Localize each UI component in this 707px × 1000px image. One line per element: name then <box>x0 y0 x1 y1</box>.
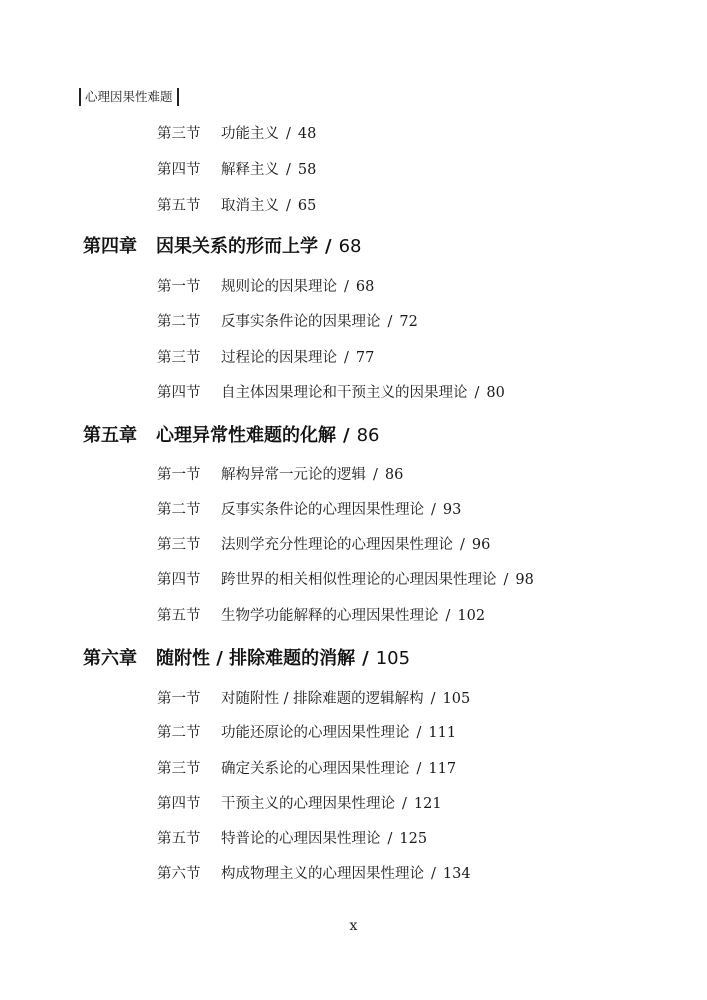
entry-separator: / <box>387 314 393 330</box>
entry-separator: / <box>373 467 378 483</box>
toc-section-entry <box>157 122 316 143</box>
toc-section-entry <box>157 498 461 519</box>
entry-separator: / <box>286 198 291 214</box>
entry-title: 构成物理主义的心理因果性理论 <box>221 866 424 882</box>
entry-number: 第三节 <box>157 761 201 777</box>
entry-title: 对随附性 / 排除难题的逻辑解构 <box>221 691 424 707</box>
entry-page-number: 102 <box>457 608 486 624</box>
entry-number: 第四节 <box>157 796 201 812</box>
entry-title: 过程论的因果理论 <box>221 350 337 366</box>
toc-chapter-entry <box>83 644 410 670</box>
entry-separator: / <box>325 236 332 257</box>
entry-separator: / <box>460 537 465 553</box>
entry-page-number: 134 <box>442 866 471 882</box>
entry-separator: / <box>474 385 480 401</box>
entry-separator: / <box>362 648 369 669</box>
entry-title: 心理异常性难题的化解 <box>156 425 336 446</box>
toc-section-entry <box>157 381 505 402</box>
toc-section-entry <box>157 568 534 589</box>
entry-page-number: 121 <box>413 796 442 812</box>
entry-page-number: 65 <box>297 198 317 214</box>
entry-title: 功能还原论的心理因果性理论 <box>221 725 410 741</box>
entry-page-number: 98 <box>515 572 534 588</box>
entry-page-number: 105 <box>375 648 411 669</box>
entry-page-number: 77 <box>355 350 375 366</box>
entry-number: 第六节 <box>157 866 201 882</box>
entry-title: 规则论的因果理论 <box>221 279 337 295</box>
entry-number: 第二节 <box>157 502 201 518</box>
toc-section-entry <box>157 194 316 215</box>
entry-separator: / <box>402 796 407 812</box>
entry-separator: / <box>344 350 349 366</box>
toc-section-entry <box>157 533 490 554</box>
entry-page-number: 68 <box>355 279 375 295</box>
entry-title: 取消主义 <box>221 198 279 214</box>
entry-page-number: 93 <box>442 502 462 518</box>
entry-separator: / <box>430 691 436 707</box>
entry-separator: / <box>286 162 291 178</box>
toc-section-entry <box>157 827 427 848</box>
entry-number: 第五节 <box>157 831 201 847</box>
toc-section-entry <box>157 463 403 484</box>
entry-number: 第五章 <box>83 425 137 446</box>
entry-number: 第六章 <box>83 648 137 669</box>
entry-number: 第一节 <box>157 467 201 483</box>
entry-page-number: 68 <box>338 236 362 257</box>
entry-number: 第三节 <box>157 126 201 142</box>
entry-number: 第四章 <box>83 236 137 257</box>
entry-page-number: 117 <box>428 761 457 777</box>
entry-title: 干预主义的心理因果性理论 <box>221 796 395 812</box>
entry-separator: / <box>503 572 509 588</box>
entry-separator: / <box>416 761 422 777</box>
entry-separator: / <box>416 725 422 741</box>
entry-number: 第五节 <box>157 608 201 624</box>
entry-title: 因果关系的形而上学 <box>156 236 318 257</box>
toc-section-entry <box>157 792 442 813</box>
book-title: 心理因果性难题 <box>85 89 173 104</box>
entry-page-number: 48 <box>297 126 317 142</box>
entry-number: 第四节 <box>157 572 201 588</box>
entry-title: 反事实条件论的心理因果性理论 <box>221 502 424 518</box>
entry-title: 自主体因果理论和干预主义的因果理论 <box>221 385 468 401</box>
entry-title: 解释主义 <box>221 162 279 178</box>
entry-page-number: 72 <box>399 314 418 330</box>
toc-section-entry <box>157 757 456 778</box>
entry-separator: / <box>431 502 436 518</box>
entry-title: 跨世界的相关相似性理论的心理因果性理论 <box>221 572 497 588</box>
entry-separator: / <box>286 126 291 142</box>
entry-title: 反事实条件论的因果理论 <box>221 314 381 330</box>
entry-page-number: 86 <box>356 425 380 446</box>
toc-section-entry <box>157 862 471 883</box>
entry-number: 第二节 <box>157 725 201 741</box>
entry-title: 功能主义 <box>221 126 279 142</box>
entry-number: 第二节 <box>157 314 201 330</box>
toc-chapter-entry <box>83 232 361 258</box>
entry-title: 特普论的心理因果性理论 <box>221 831 381 847</box>
toc-section-entry <box>157 346 374 367</box>
entry-separator: / <box>445 608 451 624</box>
entry-title: 生物学功能解释的心理因果性理论 <box>221 608 439 624</box>
toc-chapter-entry <box>83 421 379 447</box>
toc-section-entry <box>157 721 456 742</box>
entry-page-number: 125 <box>399 831 428 847</box>
running-header <box>79 88 179 106</box>
page-number: x <box>349 918 358 934</box>
entry-title: 解构异常一元论的逻辑 <box>221 467 366 483</box>
toc-section-entry <box>157 604 485 625</box>
entry-title: 随附性 / 排除难题的消解 <box>156 648 356 669</box>
entry-page-number: 96 <box>471 537 491 553</box>
entry-page-number: 80 <box>486 385 505 401</box>
entry-number: 第三节 <box>157 537 201 553</box>
toc-section-entry <box>157 275 374 296</box>
entry-separator: / <box>343 425 350 446</box>
toc-section-entry <box>157 687 470 708</box>
entry-number: 第四节 <box>157 162 201 178</box>
entry-title: 确定关系论的心理因果性理论 <box>221 761 410 777</box>
entry-separator: / <box>431 866 436 882</box>
entry-number: 第四节 <box>157 385 201 401</box>
toc-section-entry <box>157 158 316 179</box>
entry-number: 第五节 <box>157 198 201 214</box>
entry-page-number: 111 <box>428 725 457 741</box>
entry-page-number: 58 <box>297 162 317 178</box>
entry-number: 第一节 <box>157 691 201 707</box>
entry-number: 第三节 <box>157 350 201 366</box>
entry-page-number: 86 <box>384 467 404 483</box>
toc-section-entry <box>157 310 418 331</box>
entry-separator: / <box>344 279 349 295</box>
entry-separator: / <box>387 831 393 847</box>
entry-number: 第一节 <box>157 279 201 295</box>
entry-title: 法则学充分性理论的心理因果性理论 <box>221 537 453 553</box>
entry-page-number: 105 <box>442 691 471 707</box>
